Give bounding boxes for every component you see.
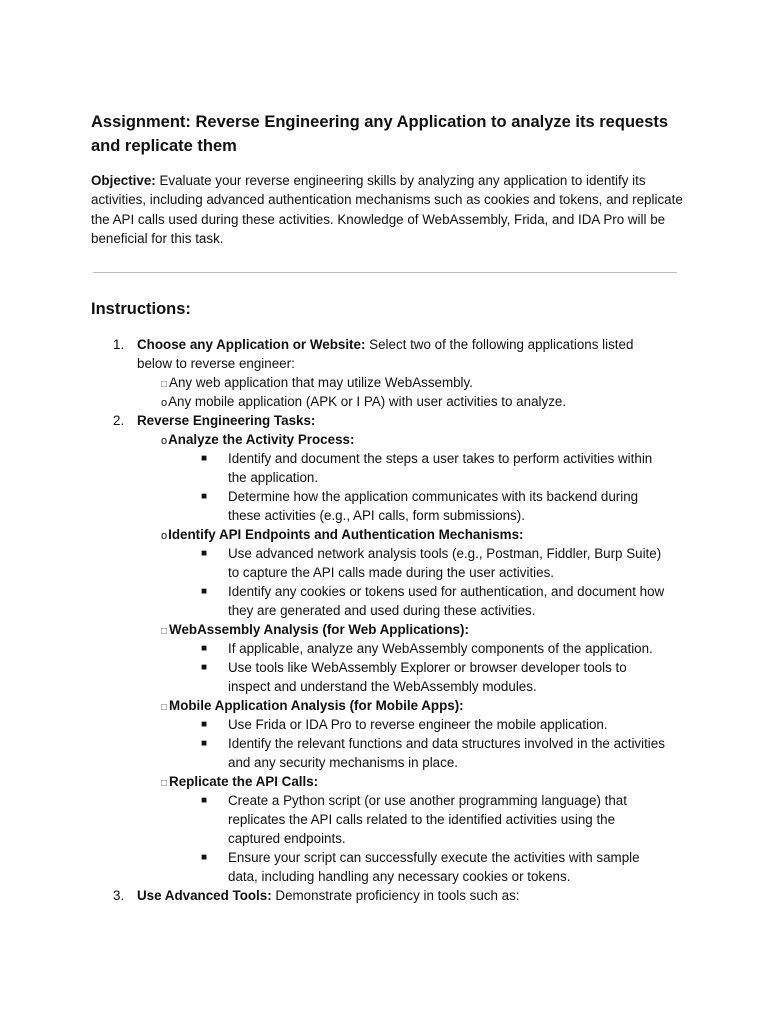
item-1-line-2: below to reverse engineer: bbox=[137, 356, 295, 371]
box-bullet-icon: □ bbox=[161, 702, 168, 713]
bullet-text: these activities (e.g., API calls, form submissions). bbox=[228, 508, 525, 523]
objective-paragraph bbox=[91, 171, 683, 248]
section-title: WebAssembly Analysis (for Web Applications): bbox=[169, 622, 469, 637]
square-bullet-icon: ■ bbox=[201, 795, 208, 806]
bullet-text: inspect and understand the WebAssembly modules. bbox=[228, 679, 537, 694]
bullet-text: captured endpoints. bbox=[228, 831, 346, 846]
section-activity-process bbox=[161, 430, 354, 451]
section-replicate-api bbox=[161, 772, 318, 793]
bullet-text: data, including handling any necessary cookies or tokens. bbox=[228, 869, 571, 884]
square-bullet-icon: ■ bbox=[201, 738, 208, 749]
bullet-text: they are generated and used during these activities. bbox=[228, 603, 536, 618]
item-1-sub-1 bbox=[161, 373, 473, 394]
item-number-3: 3. bbox=[113, 888, 125, 903]
item-3-label: Use Advanced Tools: bbox=[137, 888, 272, 903]
item-1-sub-1-text: Any web application that may utilize WebAssembly. bbox=[169, 375, 473, 390]
square-bullet-icon: ■ bbox=[201, 719, 208, 730]
item-2-label-line bbox=[137, 411, 315, 430]
bullet-text: If applicable, analyze any WebAssembly components of the application. bbox=[228, 641, 653, 656]
item-3-text: Demonstrate proficiency in tools such as: bbox=[271, 888, 520, 903]
section-mobile-analysis bbox=[161, 696, 464, 717]
bullet-text: Determine how the application communicates with its backend during bbox=[228, 489, 639, 504]
instructions-heading: Instructions: bbox=[91, 300, 191, 318]
item-1-line-1 bbox=[137, 335, 633, 354]
section-api-endpoints bbox=[161, 525, 524, 546]
square-bullet-icon: ■ bbox=[201, 453, 208, 464]
item-1-text: Select two of the following applications listed bbox=[365, 337, 634, 352]
square-bullet-icon: ■ bbox=[201, 643, 208, 654]
o-bullet-icon: o bbox=[161, 435, 168, 447]
section-webassembly bbox=[161, 620, 469, 641]
square-bullet-icon: ■ bbox=[201, 548, 208, 559]
square-bullet-icon: ■ bbox=[201, 852, 208, 863]
horizontal-divider bbox=[93, 272, 677, 273]
item-number-2: 2. bbox=[113, 413, 125, 428]
o-bullet-icon: o bbox=[161, 530, 168, 542]
bullet-text: Identify and document the steps a user takes to perform activities within bbox=[228, 451, 653, 466]
objective-text: Evaluate your reverse engineering skills by analyzing any application to identify its activities, including advanced authentication mechanisms such as cookies and tokens, and replicate the API calls used during these activities. Knowledge of WebAssembly, Frida, and IDA Pro will be beneficial for this task. bbox=[91, 173, 683, 246]
bullet-text: Ensure your script can successfully execute the activities with sample bbox=[228, 850, 640, 865]
section-title: Mobile Application Analysis (for Mobile Apps): bbox=[169, 698, 464, 713]
square-bullet-icon: ■ bbox=[201, 662, 208, 673]
square-bullet-icon: ■ bbox=[201, 586, 208, 597]
bullet-text: the application. bbox=[228, 470, 319, 485]
bullet-text: Use Frida or IDA Pro to reverse engineer the mobile application. bbox=[228, 717, 608, 732]
box-bullet-icon: □ bbox=[161, 778, 168, 789]
section-title: Replicate the API Calls: bbox=[169, 774, 319, 789]
box-bullet-icon: □ bbox=[161, 626, 168, 637]
bullet-text: replicates the API calls related to the identified activities using the bbox=[228, 812, 616, 827]
item-2-label: Reverse Engineering Tasks: bbox=[137, 413, 316, 428]
section-title: Analyze the Activity Process: bbox=[168, 432, 355, 447]
document-title: Assignment: Reverse Engineering any Application to analyze its requests and replicate them bbox=[91, 113, 669, 155]
bullet-text: Create a Python script (or use another programming language) that bbox=[228, 793, 627, 808]
bullet-text: Identify any cookies or tokens used for authentication, and document how bbox=[228, 584, 665, 599]
objective-label: Objective: bbox=[91, 173, 156, 188]
item-1-sub-2 bbox=[161, 392, 566, 413]
item-1-label: Choose any Application or Website: bbox=[137, 337, 366, 352]
o-bullet-icon: o bbox=[161, 397, 168, 409]
section-title: Identify API Endpoints and Authentication Mechanisms: bbox=[168, 527, 524, 542]
box-bullet-icon: □ bbox=[161, 379, 168, 390]
bullet-text: and any security mechanisms in place. bbox=[228, 755, 458, 770]
item-number-1: 1. bbox=[113, 337, 125, 352]
bullet-text: Use advanced network analysis tools (e.g., Postman, Fiddler, Burp Suite) bbox=[228, 546, 662, 561]
bullet-text: to capture the API calls made during the user activities. bbox=[228, 565, 555, 580]
bullet-text: Identify the relevant functions and data structures involved in the activities bbox=[228, 736, 665, 751]
item-3-line-1 bbox=[137, 886, 520, 905]
bullet-text: Use tools like WebAssembly Explorer or browser developer tools to bbox=[228, 660, 627, 675]
item-1-sub-2-text: Any mobile application (APK or I PA) with user activities to analyze. bbox=[168, 394, 567, 409]
square-bullet-icon: ■ bbox=[201, 491, 208, 502]
